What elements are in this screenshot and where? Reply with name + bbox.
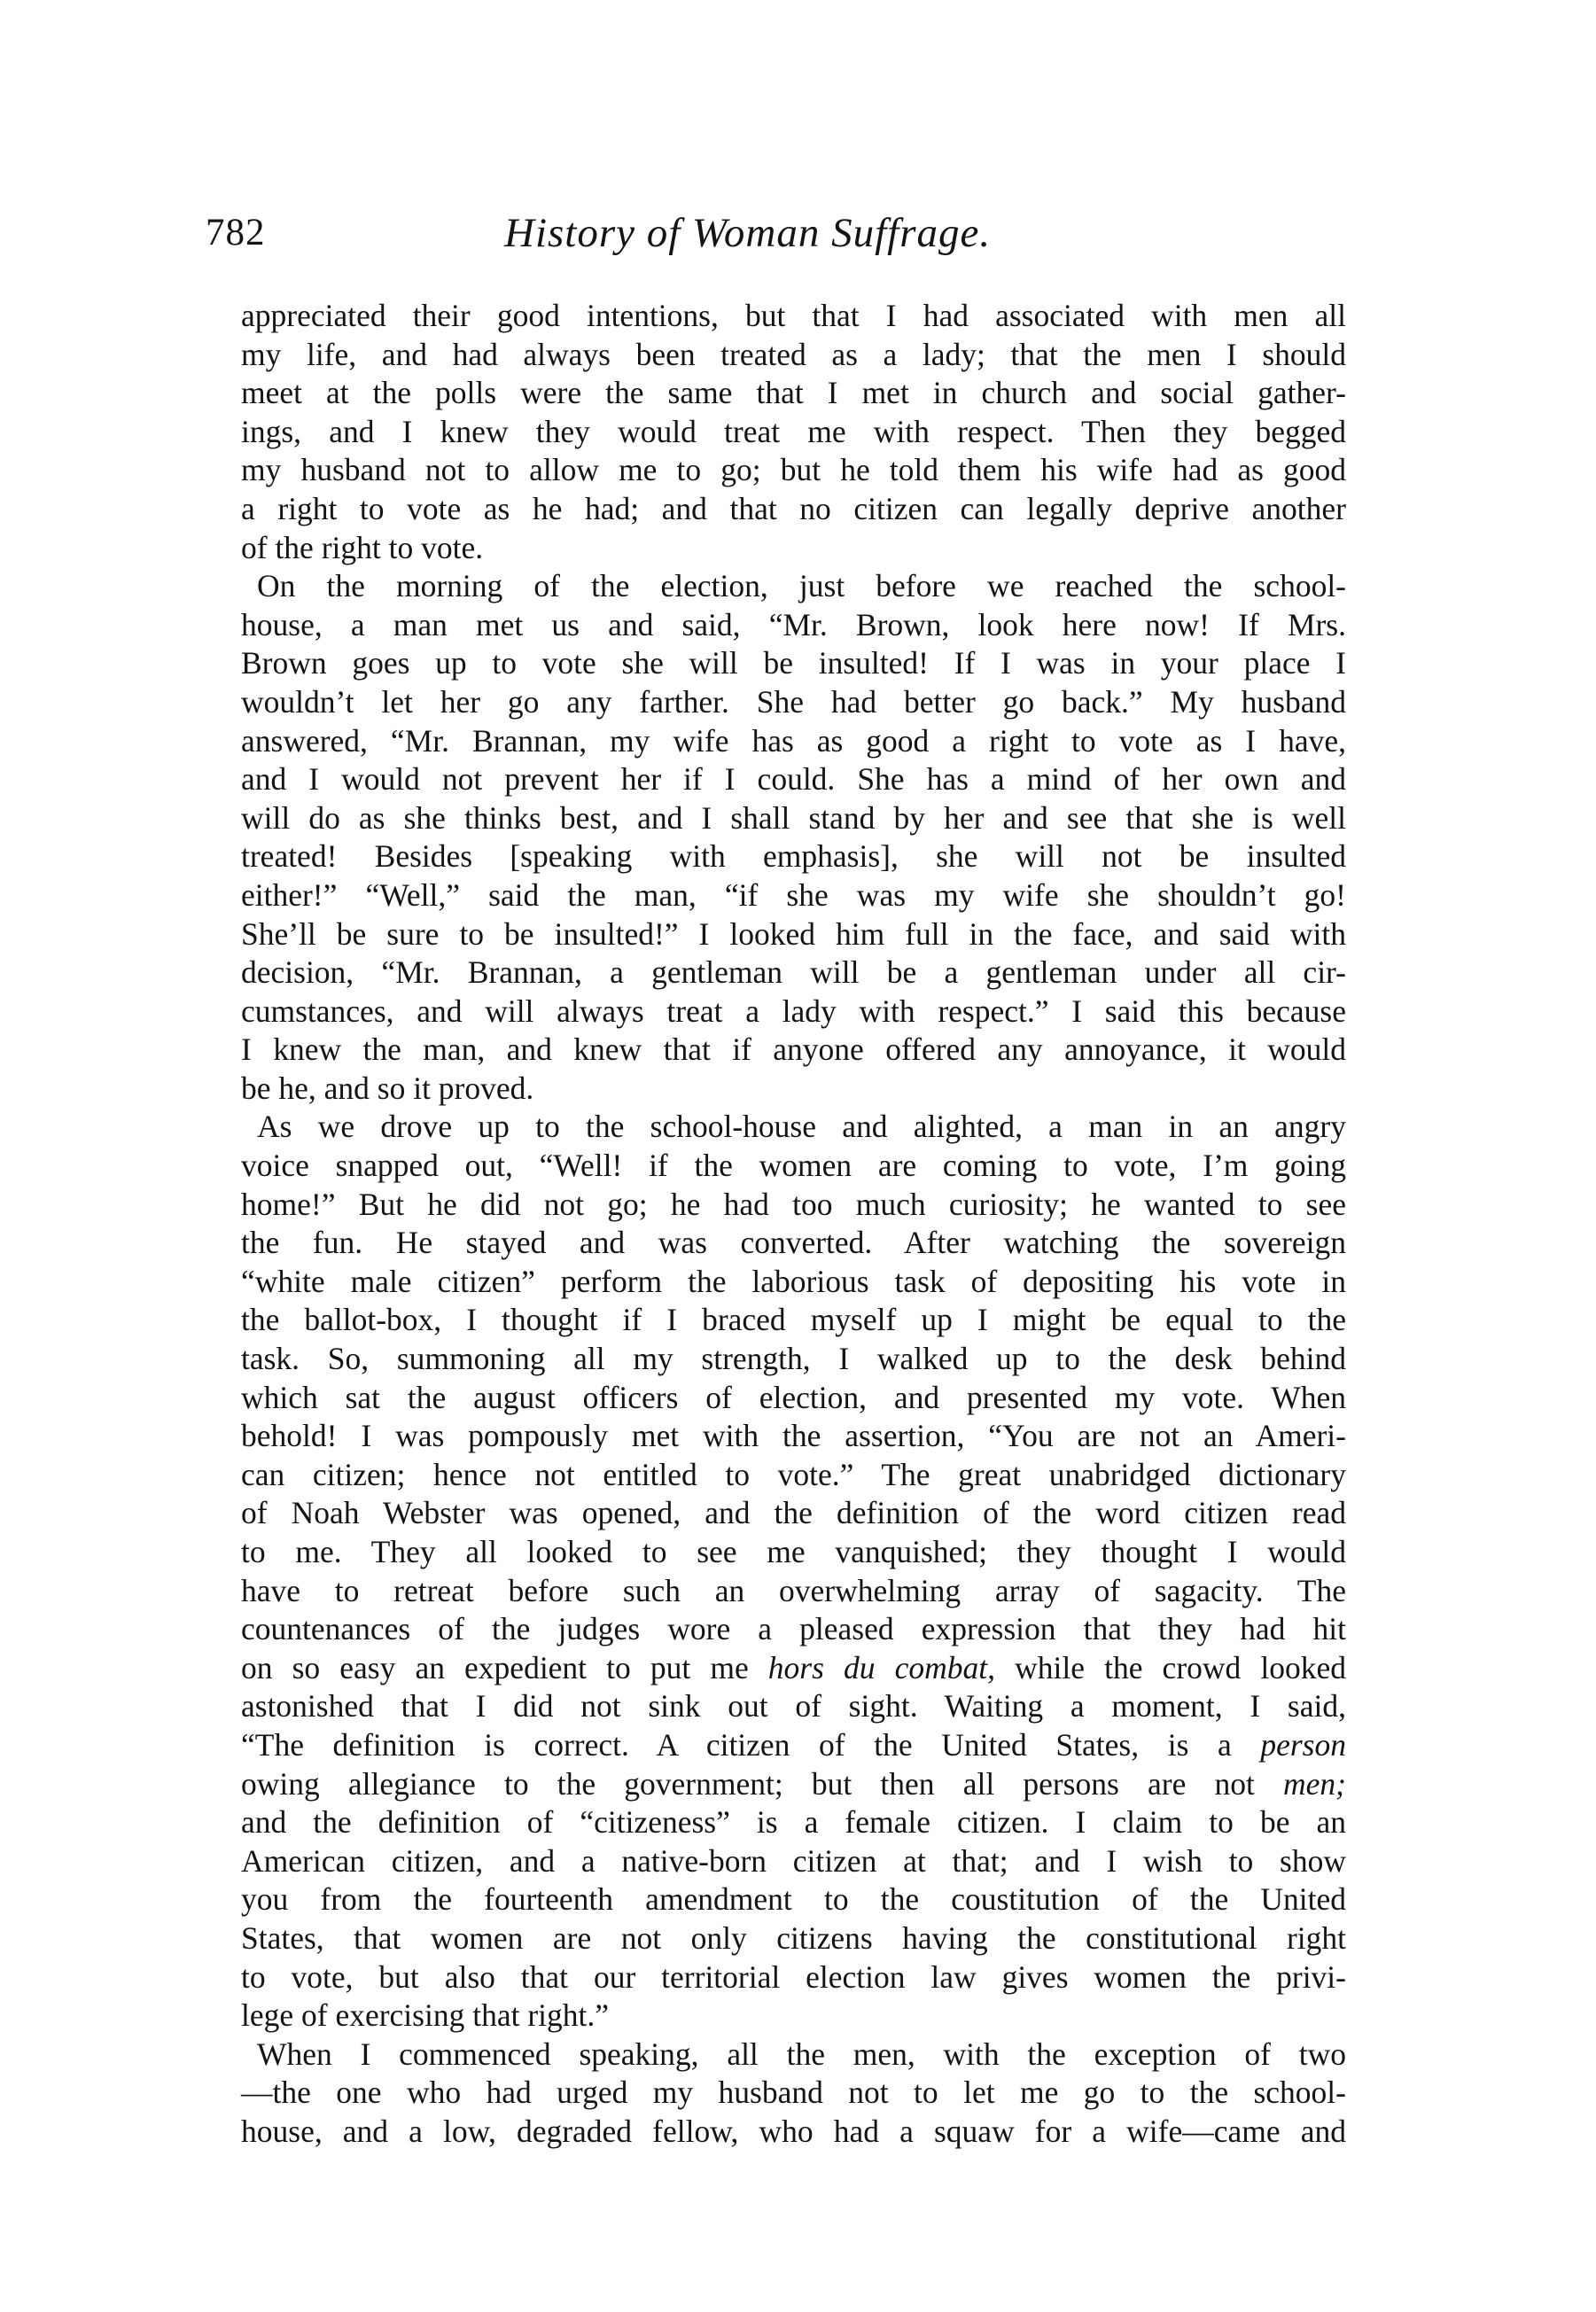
- text-line: appreciated their good intentions, but that I had associated with men all: [241, 298, 1346, 333]
- text-line: the ballot-box, I thought if I braced myself up I might be equal to the: [241, 1302, 1346, 1338]
- text-line: I knew the man, and knew that if anyone offered any annoyance, it would: [241, 1031, 1346, 1068]
- page-number: 782: [206, 212, 266, 253]
- text-line: my life, and had always been treated as a lady; that the men I should: [241, 336, 1346, 372]
- text-line: my husband not to allow me to go; but he told them his wife had as good: [241, 452, 1346, 488]
- text-line: which sat the august officers of election, and presented my vote. When: [241, 1379, 1346, 1415]
- text-line: wouldn’t let her go any farther. She had better go back.” My husband: [241, 683, 1346, 720]
- text-line: [241, 1726, 1346, 1765]
- text-line: and I would not prevent her if I could. She has a mind of her own and: [241, 761, 1346, 798]
- running-head: [206, 211, 1390, 273]
- italic-phrase: person: [1260, 1726, 1346, 1763]
- text-line: On the morning of the election, just before we reached the school-: [257, 568, 1346, 604]
- text-line: [241, 1765, 1346, 1804]
- text-line: to me. They all looked to see me vanquished; they thought I would: [241, 1534, 1346, 1569]
- text-line: When I commenced speaking, all the men, with the exception of two: [257, 2036, 1346, 2072]
- italic-phrase: men;: [1283, 1765, 1346, 1802]
- text-line: of Noah Webster was opened, and the definition of the word citizen read: [241, 1495, 1346, 1531]
- text-line: American citizen, and a native-born citizen at that; and I wish to show: [241, 1842, 1346, 1879]
- text-line: you from the fourteenth amendment to the coustitution of the United: [241, 1881, 1346, 1918]
- text-line: have to retreat before such an overwhelming array of sagacity. The: [241, 1572, 1346, 1608]
- text-line: ings, and I knew they would treat me with respect. Then they begged: [241, 413, 1346, 449]
- text-run: owing allegiance to the government; but then all persons are not: [241, 1765, 1284, 1802]
- text-line: and the definition of “citizeness” is a female citizen. I claim to be an: [241, 1804, 1346, 1841]
- text-run: “The definition is correct. A citizen of the United States, is a: [241, 1726, 1261, 1763]
- text-line: [241, 1649, 1346, 1688]
- text-line: be he, and so it proved.: [241, 1070, 534, 1106]
- text-line: countenances of the judges wore a pleased expression that they had hit: [241, 1611, 1346, 1647]
- italic-phrase: hors du combat,: [767, 1649, 996, 1685]
- text-line: house, and a low, degraded fellow, who had a squaw for a wife—came and: [241, 2113, 1346, 2149]
- running-title: History of Woman Suffrage.: [504, 210, 992, 256]
- text-run: while the crowd looked: [995, 1649, 1346, 1685]
- text-line: house, a man met us and said, “Mr. Brown, look here now! If Mrs.: [241, 606, 1346, 642]
- text-run: on so easy an expedient to put me: [241, 1649, 768, 1685]
- text-line: “white male citizen” perform the laborious task of depositing his vote in: [241, 1263, 1346, 1299]
- text-line: a right to vote as he had; and that no citizen can legally deprive another: [241, 490, 1346, 526]
- text-line: lege of exercising that right.”: [241, 1997, 609, 2034]
- text-line: decision, “Mr. Brannan, a gentleman will be a gentleman under all cir-: [241, 954, 1346, 991]
- text-line: answered, “Mr. Brannan, my wife has as good a right to vote as I have,: [241, 722, 1346, 759]
- text-line: the fun. He stayed and was converted. After watching the sovereign: [241, 1225, 1346, 1261]
- text-line: States, that women are not only citizens having the constitutional right: [241, 1919, 1346, 1956]
- text-line: home!” But he did not go; he had too much curiosity; he wanted to see: [241, 1186, 1346, 1222]
- body-text: [241, 297, 1346, 2152]
- text-line: As we drove up to the school-house and alighted, a man in an angry: [257, 1109, 1346, 1145]
- text-line: task. So, summoning all my strength, I walked up to the desk behind: [241, 1341, 1346, 1377]
- text-line: astonished that I did not sink out of sight. Waiting a moment, I said,: [241, 1688, 1346, 1724]
- text-line: Brown goes up to vote she will be insulted! If I was in your place I: [241, 645, 1346, 681]
- text-line: She’ll be sure to be insulted!” I looked him full in the face, and said with: [241, 915, 1346, 952]
- text-line: either!” “Well,” said the man, “if she was my wife she shouldn’t go!: [241, 876, 1346, 913]
- text-line: to vote, but also that our territorial election law gives women the privi-: [241, 1958, 1346, 1995]
- text-line: treated! Besides [speaking with emphasis], she will not be insulted: [241, 838, 1346, 875]
- text-line: voice snapped out, “Well! if the women are coming to vote, I’m going: [241, 1148, 1346, 1184]
- text-line: cumstances, and will always treat a lady with respect.” I said this because: [241, 993, 1346, 1029]
- text-line: behold! I was pompously met with the assertion, “You are not an Ameri-: [241, 1418, 1346, 1454]
- text-line: can citizen; hence not entitled to vote.” The great unabridged dictionary: [241, 1456, 1346, 1492]
- text-line: —the one who had urged my husband not to let me go to the school-: [241, 2075, 1346, 2111]
- text-line: meet at the polls were the same that I met in church and social gather-: [241, 375, 1346, 411]
- text-line: will do as she thinks best, and I shall stand by her and see that she is well: [241, 799, 1346, 836]
- text-line: of the right to vote.: [241, 529, 484, 565]
